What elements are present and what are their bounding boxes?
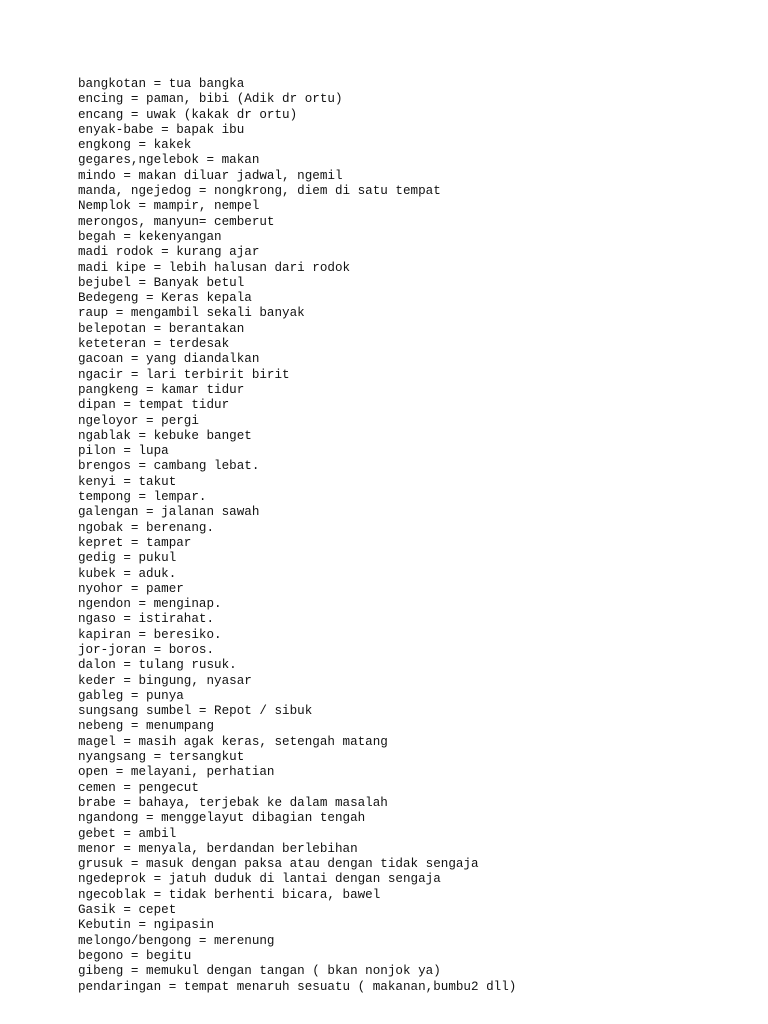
glossary-entry: menor = menyala, berdandan berlebihan	[78, 841, 358, 856]
glossary-entry: pilon = lupa	[78, 444, 169, 459]
glossary-entry: ngaso = istirahat.	[78, 612, 215, 627]
glossary-entry: ngablak = kebuke banget	[78, 428, 252, 443]
glossary-entry: encing = paman, bibi (Adik dr ortu)	[78, 92, 343, 107]
glossary-entry: magel = masih agak keras, setengah matang	[78, 734, 388, 749]
glossary-entry: open = melayani, perhatian	[78, 765, 275, 780]
glossary-entry: jor-joran = boros.	[78, 642, 215, 657]
glossary-entry: bangkotan = tua bangka	[78, 77, 245, 91]
glossary-entry: ngeloyor = pergi	[78, 413, 199, 428]
glossary-entry: brengos = cambang lebat.	[78, 459, 260, 474]
glossary-entry: kapiran = beresiko.	[78, 627, 222, 642]
glossary-entry: begono = begitu	[78, 948, 192, 963]
glossary-entry: ngandong = menggelayut dibagian tengah	[78, 811, 366, 826]
glossary-entry: Kebutin = ngipasin	[78, 918, 215, 933]
glossary-entry: kepret = tampar	[78, 535, 192, 550]
glossary-entry: raup = mengambil sekali banyak	[78, 306, 305, 321]
glossary-entry: gableg = punya	[78, 688, 184, 703]
glossary-entry: bejubel = Banyak betul	[78, 275, 245, 290]
glossary-entry: pendaringan = tempat menaruh sesuatu ( makanan,bumbu2 dll)	[78, 979, 517, 994]
glossary-entry: madi rodok = kurang ajar	[78, 245, 260, 260]
glossary-entry: sungsang sumbel = Repot / sibuk	[78, 704, 313, 719]
glossary-entry: brabe = bahaya, terjebak ke dalam masalah	[78, 795, 388, 810]
glossary-entry: nyangsang = tersangkut	[78, 750, 245, 765]
glossary-entry: Nemplok = mampir, nempel	[78, 199, 260, 214]
glossary-entry: tempong = lempar.	[78, 490, 207, 505]
glossary-entry: ngobak = berenang.	[78, 520, 215, 535]
glossary-entry: mindo = makan diluar jadwal, ngemil	[78, 168, 343, 183]
glossary-entry: nyohor = pamer	[78, 581, 184, 596]
glossary-list	[78, 77, 516, 995]
glossary-entry: encang = uwak (kakak dr ortu)	[78, 107, 298, 122]
glossary-entry: Gasik = cepet	[78, 903, 177, 918]
glossary-entry: grusuk = masuk dengan paksa atau dengan tidak sengaja	[78, 857, 479, 872]
glossary-entry: gegares,ngelebok = makan	[78, 153, 260, 168]
glossary-entry: begah = kekenyangan	[78, 229, 222, 244]
glossary-entry: gedig = pukul	[78, 551, 177, 566]
glossary-entry: engkong = kakek	[78, 138, 192, 153]
glossary-entry: belepotan = berantakan	[78, 321, 245, 336]
glossary-entry: kubek = aduk.	[78, 566, 177, 581]
glossary-entry: gebet = ambil	[78, 826, 177, 841]
glossary-entry: dalon = tulang rusuk.	[78, 658, 237, 673]
glossary-entry: ngendon = menginap.	[78, 597, 222, 612]
glossary-entry: kenyi = takut	[78, 474, 177, 489]
glossary-entry: keteteran = terdesak	[78, 337, 230, 352]
glossary-entry: pangkeng = kamar tidur	[78, 382, 245, 397]
glossary-entry: gacoan = yang diandalkan	[78, 352, 260, 367]
glossary-entry: cemen = pengecut	[78, 780, 199, 795]
glossary-entry: melongo/bengong = merenung	[78, 933, 275, 948]
glossary-entry: keder = bingung, nyasar	[78, 673, 252, 688]
glossary-entry: ngecoblak = tidak berhenti bicara, bawel	[78, 887, 381, 902]
glossary-entry: galengan = jalanan sawah	[78, 505, 260, 520]
glossary-entry: enyak-babe = bapak ibu	[78, 122, 245, 137]
glossary-entry: merongos, manyun= cemberut	[78, 214, 275, 229]
glossary-entry: Bedegeng = Keras kepala	[78, 291, 252, 306]
glossary-entry: madi kipe = lebih halusan dari rodok	[78, 260, 351, 275]
glossary-entry: gibeng = memukul dengan tangan ( bkan nonjok ya)	[78, 964, 441, 979]
glossary-entry: ngedeprok = jatuh duduk di lantai dengan sengaja	[78, 872, 441, 887]
glossary-entry: manda, ngejedog = nongkrong, diem di satu tempat	[78, 184, 441, 199]
glossary-entry: dipan = tempat tidur	[78, 398, 230, 413]
glossary-entry: ngacir = lari terbirit birit	[78, 367, 290, 382]
glossary-entry: nebeng = menumpang	[78, 719, 215, 734]
